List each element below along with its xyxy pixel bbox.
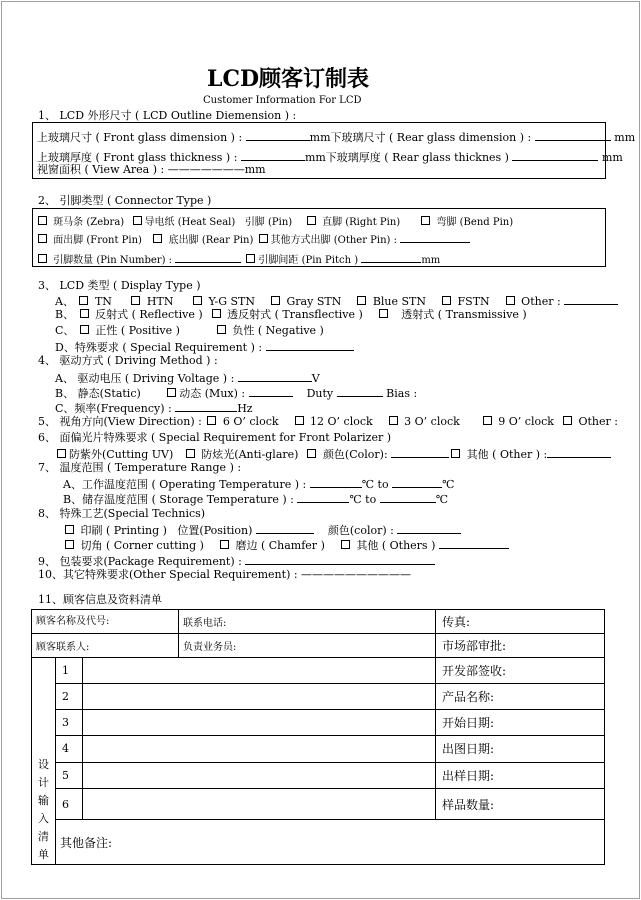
rear-glass-dimension-label: mm下玻璃尺寸 ( Rear glass dimension ) : (309, 131, 532, 144)
table-row (32, 658, 605, 684)
technics-row-1 (63, 522, 461, 537)
marketing-approval-cell[interactable]: 市场部审批: (436, 634, 605, 658)
special-requirement-label: D、特殊要求 ( Special Requirement ) : (55, 341, 263, 354)
technics-row-2 (63, 537, 509, 552)
corner-cutting-label: 切角 ( Corner cutting ) (80, 539, 204, 552)
front-glass-thickness-label: 上玻璃厚度 ( Front glass thickness ) : (37, 151, 238, 164)
other-polarizer-field[interactable] (547, 446, 611, 458)
pin-pitch-label: 引脚间距 (Pin Pitch ) (258, 255, 359, 266)
storage-temp-max[interactable] (380, 491, 436, 503)
display-type-row-d (55, 339, 354, 354)
design-input-cell-1[interactable] (83, 658, 436, 684)
zebra-label: 斑马条 (Zebra) (53, 217, 125, 228)
section-5-heading: 5、 视角方向(View Direction) : (38, 415, 202, 428)
design-input-cell-5[interactable] (83, 762, 436, 788)
checkbox-printing[interactable] (65, 525, 74, 534)
package-requirement-label: 9、 包装要求(Package Requirement) : (38, 555, 242, 568)
section-7-heading: 7、 温度范围 ( Temperature Range ) : (38, 461, 242, 474)
checkbox-right-pin[interactable] (307, 216, 316, 225)
front-glass-dimension-field[interactable] (246, 129, 310, 141)
duty-label: Duty (306, 387, 334, 400)
table-row (32, 820, 605, 865)
driving-voltage-field[interactable] (238, 370, 312, 382)
unit-celsius: ℃ (435, 493, 449, 506)
row-number: 6 (56, 788, 83, 820)
driving-voltage-row (55, 370, 320, 385)
checkbox-anti-glare[interactable] (186, 449, 195, 458)
checkbox-cutting-uv[interactable] (57, 449, 66, 458)
to-label: ℃ to (361, 478, 389, 491)
other-remarks-label: 其他备注: (60, 835, 113, 850)
table-row (32, 762, 605, 788)
operating-temp-max[interactable] (392, 476, 442, 488)
checkbox-yg-stn[interactable] (193, 296, 202, 305)
option-letter: B、 (55, 308, 75, 321)
package-requirement-field[interactable] (245, 553, 435, 565)
row-number: 3 (56, 710, 83, 736)
design-input-cell-4[interactable] (83, 736, 436, 762)
to-label: ℃ to (349, 493, 377, 506)
checkbox-front-pin[interactable] (38, 234, 47, 243)
checkbox-6-oclock[interactable] (207, 416, 216, 425)
design-input-cell-2[interactable] (83, 684, 436, 710)
other-special-requirement-row: 10、其它特殊要求(Other Special Requirement) : —————————— (38, 568, 412, 581)
three-oclock-label: 3 O’ clock (404, 415, 460, 428)
other-direction-label: Other : (578, 415, 618, 428)
section-4-heading: 4、 驱动方式 ( Driving Method ) : (38, 354, 218, 367)
heat-seal-label: 导电纸 (Heat Seal) (144, 217, 236, 228)
row-number: 2 (56, 684, 83, 710)
unit-mm: mm (601, 151, 623, 164)
connector-row-1 (36, 216, 513, 229)
display-type-row-c (55, 324, 324, 337)
design-input-cell-6[interactable] (83, 788, 436, 820)
chamfer-label: 磨边 ( Chamfer ) (235, 539, 325, 552)
view-area-row: 视窗面积 ( View Area ) : ———————mm (37, 163, 266, 176)
transmissive-label: 透射式 ( Transmissive ) (401, 308, 527, 321)
pin-number-field[interactable] (175, 251, 241, 263)
option-letter: C、 (55, 324, 75, 337)
start-date-cell[interactable]: 开始日期: (436, 710, 605, 736)
sample-date-cell[interactable]: 出样日期: (436, 762, 605, 788)
unit-hz: Hz (237, 402, 253, 415)
section-11-heading: 11、顾客信息及资料清单 (38, 593, 162, 606)
other-type-label: Other : (521, 295, 561, 308)
package-row (38, 553, 435, 568)
customer-name-cell[interactable]: 顾客名称及代号: (32, 610, 179, 634)
rear-glass-thickness-label: mm下玻璃厚度 ( Rear glass thicknes ) (304, 151, 509, 164)
right-pin-label: 直脚 (Right Pin) (322, 217, 401, 228)
reflective-label: 反射式 ( Reflective ) (95, 308, 203, 321)
checkbox-corner-cutting[interactable] (65, 540, 74, 549)
front-pin-label: 面出脚 (Front Pin) (53, 235, 142, 246)
checkbox-bend-pin[interactable] (421, 216, 430, 225)
unit-celsius: ℃ (442, 478, 455, 491)
other-pin-field[interactable] (400, 231, 470, 243)
section-8-heading: 8、 特殊工艺(Special Technics) (38, 507, 206, 520)
row-number: 1 (56, 658, 83, 684)
checkbox-blue-stn[interactable] (357, 296, 366, 305)
option-letter: A、 (55, 295, 74, 308)
checkbox-3-oclock[interactable] (389, 416, 398, 425)
technics-color-field[interactable] (397, 522, 461, 534)
checkbox-negative[interactable] (217, 325, 226, 334)
customer-contact-cell[interactable]: 顾客联系人: (32, 634, 179, 658)
table-row (32, 710, 605, 736)
checkbox-chamfer[interactable] (220, 540, 229, 549)
frequency-field[interactable] (175, 400, 237, 412)
tn-label: TN (94, 295, 112, 308)
frequency-row (55, 400, 253, 415)
section-2-heading: 2、 引脚类型 ( Connector Type ) (38, 194, 212, 207)
transflective-label: 透反射式 ( Transflective ) (227, 308, 363, 321)
driving-voltage-label: A、 驱动电压 ( Driving Voltage ) : (55, 372, 235, 385)
other-polarizer-label: 其他 ( Other ) : (466, 448, 548, 461)
bias-label: Bias : (386, 387, 418, 400)
checkbox-other-direction[interactable] (563, 416, 572, 425)
pin-pitch-field[interactable] (361, 251, 421, 263)
checkbox-positive[interactable] (80, 325, 89, 334)
negative-label: 负性 ( Negative ) (232, 324, 324, 337)
other-pin-label: 其他方式出脚 (Other Pin) : (270, 235, 397, 246)
view-direction-row (38, 415, 618, 428)
other-type-field[interactable] (564, 293, 618, 305)
htn-label: HTN (146, 295, 174, 308)
checkbox-other-type[interactable] (506, 296, 515, 305)
special-requirement-field[interactable] (266, 339, 354, 351)
checkbox-other-polarizer[interactable] (451, 449, 460, 458)
checkbox-transmissive[interactable] (379, 309, 388, 318)
checkbox-gray-stn[interactable] (271, 296, 280, 305)
checkbox-rear-pin[interactable] (153, 234, 162, 243)
display-type-row-a (55, 293, 618, 308)
table-row (32, 736, 605, 762)
checkbox-pin-number[interactable] (38, 254, 47, 263)
rear-glass-thickness-field[interactable] (512, 149, 598, 161)
color-label: 颜色(Color): (322, 448, 388, 461)
design-input-list-label (32, 658, 56, 865)
design-input-cell-3[interactable] (83, 710, 436, 736)
product-name-cell[interactable]: 产品名称: (436, 684, 605, 710)
operating-temp-min[interactable] (310, 476, 362, 488)
unit-mm: mm (614, 131, 636, 144)
other-remarks-cell[interactable] (56, 820, 605, 865)
checkbox-others-technics[interactable] (341, 540, 350, 549)
drawing-date-cell[interactable]: 出图日期: (436, 736, 605, 762)
vertical-label-text: 设计输入清单 (38, 758, 49, 861)
six-oclock-label: 6 O’ clock (222, 415, 279, 428)
others-technics-field[interactable] (439, 537, 509, 549)
section-3-heading: 3、 LCD 类型 ( Display Type ) (38, 279, 201, 292)
sales-rep-cell[interactable]: 负责业务员: (179, 634, 436, 658)
unit-v: V (311, 372, 320, 385)
yg-stn-label: Y-G STN (208, 295, 256, 308)
checkbox-reflective[interactable] (80, 309, 89, 318)
anti-glare-label: 防炫光(Anti-glare) (201, 448, 299, 461)
mux-label: 动态 (Mux) : (179, 387, 246, 400)
blue-stn-label: Blue STN (372, 295, 427, 308)
checkbox-mux[interactable] (167, 388, 176, 397)
position-field[interactable] (256, 522, 314, 534)
table-row (32, 634, 605, 658)
rear-glass-dimension-field[interactable] (535, 129, 611, 141)
duty-field[interactable] (337, 385, 383, 397)
bend-pin-label: 弯脚 (Bend Pin) (436, 217, 514, 228)
rear-pin-label: 底出脚 (Rear Pin) (168, 235, 254, 246)
storage-temp-row (63, 491, 448, 506)
static-mux-row (55, 385, 417, 400)
operating-temp-label: A、工作温度范围 ( Operating Temperature ) : (63, 478, 307, 491)
contact-phone-cell[interactable]: 联系电话: (179, 610, 436, 634)
checkbox-fstn[interactable] (442, 296, 451, 305)
row-number: 4 (56, 736, 83, 762)
checkbox-zebra[interactable] (38, 216, 47, 225)
static-label: B、 静态(Static) (55, 387, 141, 400)
connector-row-3 (36, 251, 440, 267)
front-glass-dimension-row (37, 129, 635, 144)
dev-dept-receipt-cell[interactable]: 开发部签收: (436, 658, 605, 684)
storage-temp-min[interactable] (297, 491, 349, 503)
frequency-label: C、频率(Frequency) : (55, 402, 172, 415)
checkbox-transflective[interactable] (212, 309, 221, 318)
customer-info-table (31, 609, 605, 865)
gray-stn-label: Gray STN (286, 295, 342, 308)
printing-label: 印刷 ( Printing ) (80, 524, 167, 537)
checkbox-other-pin[interactable] (259, 234, 268, 243)
glass-thickness-row (37, 149, 623, 164)
fax-cell[interactable]: 传真: (436, 610, 605, 634)
mux-field[interactable] (249, 385, 293, 397)
page-title: LCD顾客订制表 (207, 66, 370, 92)
checkbox-htn[interactable] (131, 296, 140, 305)
operating-temp-row (63, 476, 454, 491)
checkbox-12-oclock[interactable] (295, 416, 304, 425)
pin-number-label: 引脚数量 (Pin Number) : (53, 255, 173, 266)
checkbox-heat-seal[interactable] (133, 216, 142, 225)
color-field[interactable] (391, 446, 449, 458)
section-6-heading: 6、 面偏光片特殊要求 ( Special Requirement for Front Polarizer ) (38, 431, 392, 444)
cutting-uv-label: 防紫外(Cutting UV) (69, 448, 174, 461)
storage-temp-label: B、储存温度范围 ( Storage Temperature ) : (63, 493, 294, 506)
row-number: 5 (56, 762, 83, 788)
table-row (32, 610, 605, 634)
table-row (32, 788, 605, 820)
sample-quantity-cell[interactable]: 样品数量: (436, 788, 605, 820)
checkbox-tn[interactable] (79, 296, 88, 305)
others-technics-label: 其他 ( Others ) (356, 539, 436, 552)
checkbox-color[interactable] (307, 449, 316, 458)
section-1-heading: 1、 LCD 外形尺寸 ( LCD Outline Diemension ) : (38, 109, 297, 122)
checkbox-9-oclock[interactable] (483, 416, 492, 425)
position-label: 位置(Position) (177, 524, 253, 537)
display-type-row-b (55, 308, 527, 321)
nine-oclock-label: 9 O’ clock (498, 415, 554, 428)
technics-color-label: 颜色(color) : (327, 524, 394, 537)
front-glass-thickness-field[interactable] (241, 149, 305, 161)
fstn-label: FSTN (457, 295, 490, 308)
polarizer-row (55, 446, 611, 461)
checkbox-pin-pitch[interactable] (246, 254, 255, 263)
twelve-oclock-label: 12 O’ clock (310, 415, 373, 428)
positive-label: 正性 ( Positive ) (95, 324, 180, 337)
page-subtitle: Customer Information For LCD (203, 95, 362, 106)
table-row (32, 684, 605, 710)
pin-label: 引脚 (Pin) (244, 217, 293, 228)
unit-mm: mm (421, 255, 441, 266)
connector-row-2 (36, 231, 470, 247)
front-glass-dimension-label: 上玻璃尺寸 ( Front glass dimension ) : (37, 131, 243, 144)
